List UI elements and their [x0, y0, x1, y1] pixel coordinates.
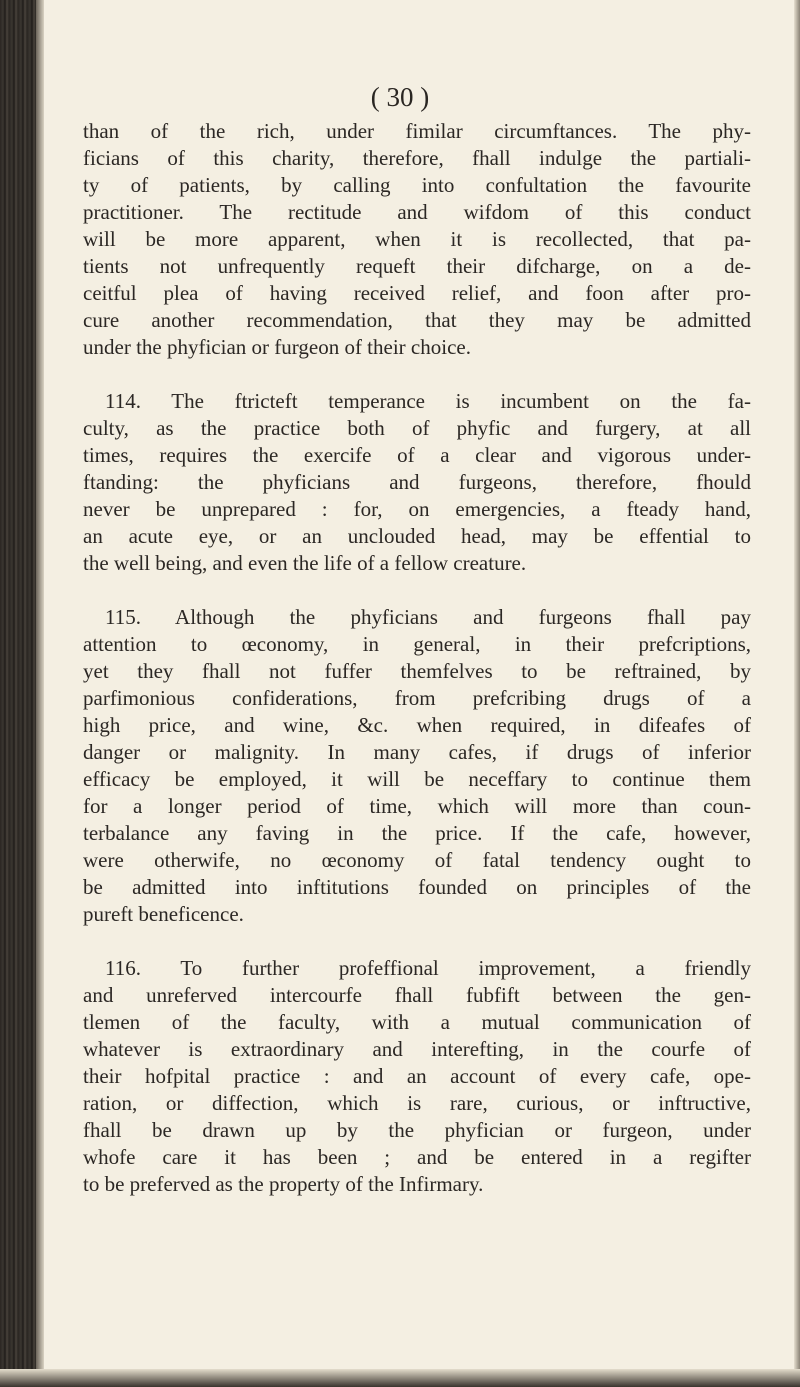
text-line: ty of patients, by calling into confultation the favourite — [83, 173, 751, 197]
page-number: ( 30 ) — [370, 82, 430, 112]
text-line: fhall be drawn up by the phyfician or furgeon, under — [83, 1118, 751, 1142]
text-line: for a longer period of time, which will more than coun- — [83, 794, 751, 818]
text-line: attention to œconomy, in general, in their prefcriptions, — [83, 632, 751, 656]
body-text — [83, 118, 751, 1225]
text-line: will be more apparent, when it is recollected, that pa- — [83, 227, 751, 251]
gutter-shadow — [36, 0, 44, 1387]
text-line: ftanding: the phyficians and furgeons, therefore, fhould — [83, 470, 751, 494]
text-line: culty, as the practice both of phyfic and furgery, at all — [83, 416, 751, 440]
text-line: and unreferved intercourfe fhall fubfift between the gen- — [83, 983, 751, 1007]
text-line: be admitted into inftitutions founded on principles of the — [83, 875, 751, 899]
text-line: ration, or diffection, which is rare, curious, or inftructive, — [83, 1091, 751, 1115]
text-line: yet they fhall not fuffer themfelves to be reftrained, by — [83, 659, 751, 683]
text-line: practitioner. The rectitude and wifdom of this conduct — [83, 200, 751, 224]
text-line: efficacy be employed, it will be neceffary to continue them — [83, 767, 751, 791]
text-line: never be unprepared : for, on emergencies, a fteady hand, — [83, 497, 751, 521]
text-line: parfimonious confiderations, from prefcribing drugs of a — [83, 686, 751, 710]
text-line: times, requires the exercife of a clear and vigorous under- — [83, 443, 751, 467]
text-line: an acute eye, or an unclouded head, may be effential to — [83, 524, 751, 548]
text-line: high price, and wine, &c. when required, in difeafes of — [83, 713, 751, 737]
paragraph-116 — [83, 955, 751, 1198]
text-line: their hofpital practice : and an account of every cafe, ope- — [83, 1064, 751, 1088]
book-binding-gutter — [0, 0, 36, 1387]
paragraph-continuation — [83, 118, 751, 361]
text-line: the well being, and even the life of a fellow creature. — [83, 551, 527, 575]
text-line: pureft beneficence. — [83, 902, 244, 926]
text-line: than of the rich, under fimilar circumftances. The phy- — [83, 119, 751, 143]
text-line: 115. Although the phyficians and furgeons fhall pay — [105, 605, 751, 629]
text-line: were otherwife, no œconomy of fatal tendency ought to — [83, 848, 751, 872]
text-line: whatever is extraordinary and interefting, in the courfe of — [83, 1037, 751, 1061]
page-right-edge — [794, 0, 800, 1387]
text-line: ceitful plea of having received relief, and foon after pro- — [83, 281, 751, 305]
text-line: cure another recommendation, that they may be admitted — [83, 308, 751, 332]
text-line: tients not unfrequently requeft their difcharge, on a de- — [83, 254, 751, 278]
text-line: whofe care it has been ; and be entered in a regifter — [83, 1145, 751, 1169]
text-line: under the phyfician or furgeon of their choice. — [83, 335, 471, 359]
paragraph-114 — [83, 388, 751, 577]
text-line: tlemen of the faculty, with a mutual communication of — [83, 1010, 751, 1034]
text-line: 116. To further profeffional improvement, a friendly — [105, 956, 751, 980]
text-line: ficians of this charity, therefore, fhall indulge the partiali- — [83, 146, 751, 170]
text-line: 114. The ftricteft temperance is incumbent on the fa- — [105, 389, 751, 413]
paragraph-115 — [83, 604, 751, 928]
text-line: danger or malignity. In many cafes, if drugs of inferior — [83, 740, 751, 764]
page-bottom-edge — [0, 1369, 800, 1387]
text-line: terbalance any faving in the price. If the cafe, however, — [83, 821, 751, 845]
text-line: to be preferved as the property of the Infirmary. — [83, 1172, 484, 1196]
